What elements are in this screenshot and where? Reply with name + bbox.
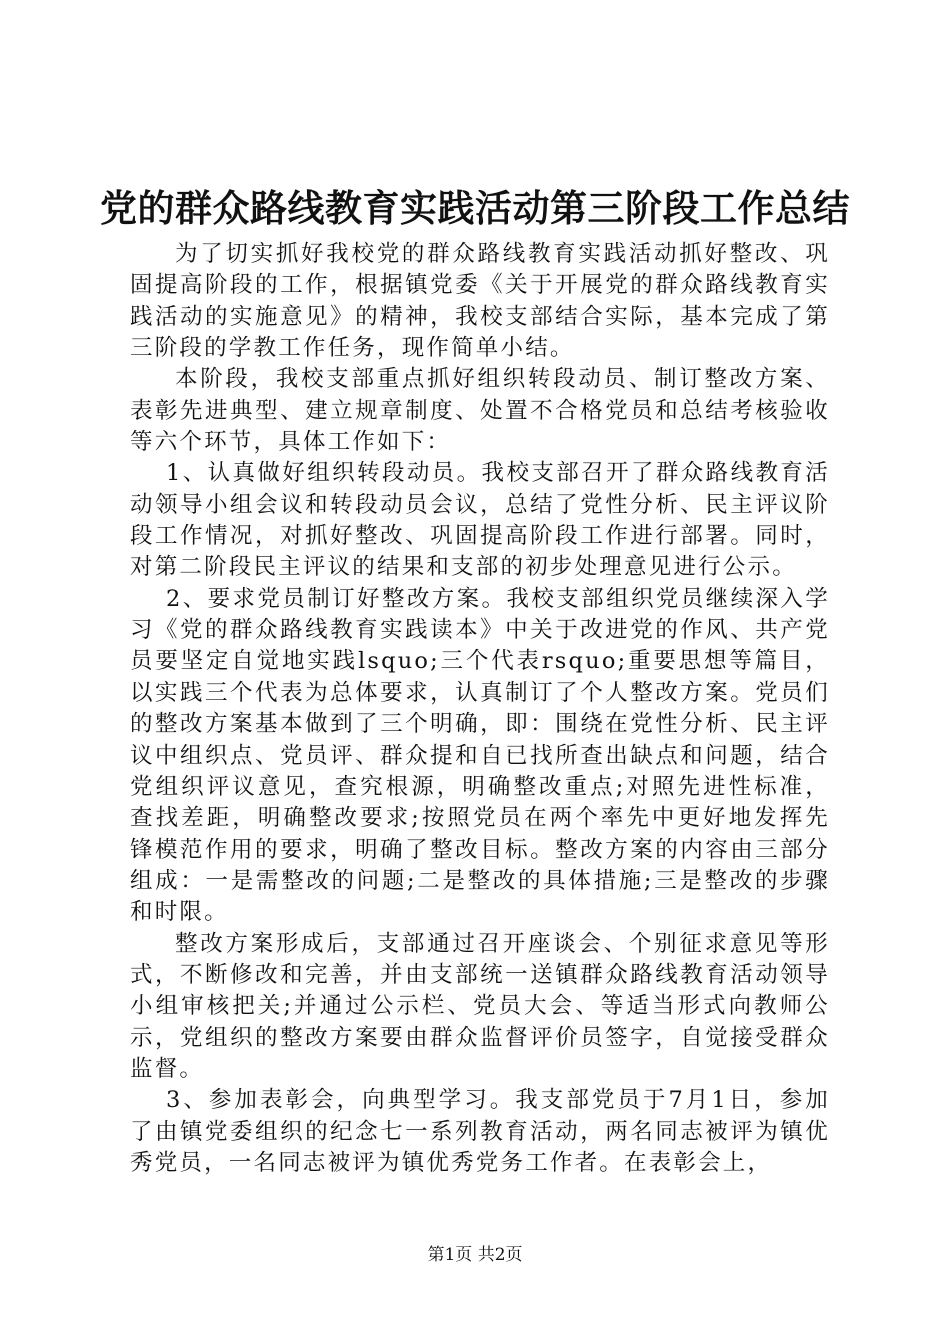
paragraph-overview: 本阶段，我校支部重点抓好组织转段动员、制订整改方案、表彰先进典型、建立规章制度、处置不合格党员和总结考核验收等六个环节，具体工作如下： bbox=[130, 366, 830, 456]
paragraph-item-1: 1、认真做好组织转段动员。我校支部召开了群众路线教育活动领导小组会议和转段动员会议，总结了党性分析、民主评议阶段工作情况，对抓好整改、巩固提高阶段工作进行部署。同时，对第二阶段民主评议的结果和支部的初步处理意见进行公示。 bbox=[130, 460, 830, 581]
paragraph-item-2: 2、要求党员制订好整改方案。我校支部组织党员继续深入学习《党的群众路线教育实践读本》中关于改进党的作风、共产党员要坚定自觉地实践lsquo;三个代表rsquo;重要思想等篇目，以实践三个代表为总体要求，认真制订了个人整改方案。党员们的整改方案基本做到了三个明确，即：围绕在党性分析、民主评议中组织点、党员评、群众提和自已找所查出缺点和问题，结合党组织评议意见，查究根源，明确整改重点;对照先进性标准，查找差距，明确整改要求;按照党员在两个率先中更好地发挥先锋模范作用的要求，明确了整改目标。整改方案的内容由三部分组成：一是需整改的问题;二是整改的具体措施;三是整改的步骤和时限。 bbox=[130, 585, 830, 926]
paragraph-intro: 为了切实抓好我校党的群众路线教育实践活动抓好整改、巩固提高阶段的工作，根据镇党委《关于开展党的群众路线教育实践活动的实施意见》的精神，我校支部结合实际，基本完成了第三阶段的学教工作任务，现作简单小结。 bbox=[130, 241, 830, 362]
document-body bbox=[130, 239, 830, 1179]
page-footer: 第1页 共2页 bbox=[427, 1245, 523, 1265]
document-title: 党的群众路线教育实践活动第三阶段工作总结 bbox=[100, 186, 850, 230]
paragraph-item-2-continued: 整改方案形成后，支部通过召开座谈会、个别征求意见等形式，不断修改和完善，并由支部统一送镇群众路线教育活动领导小组审核把关;并通过公示栏、党员大会、等适当形式向教师公示，党组织的整改方案要由群众监督评价员签字，自觉接受群众监督。 bbox=[130, 930, 830, 1082]
paragraph-item-3: 3、参加表彰会，向典型学习。我支部党员于7月1日，参加了由镇党委组织的纪念七一系列教育活动，两名同志被评为镇优秀党员，一名同志被评为镇优秀党务工作者。在表彰会上， bbox=[130, 1087, 830, 1176]
